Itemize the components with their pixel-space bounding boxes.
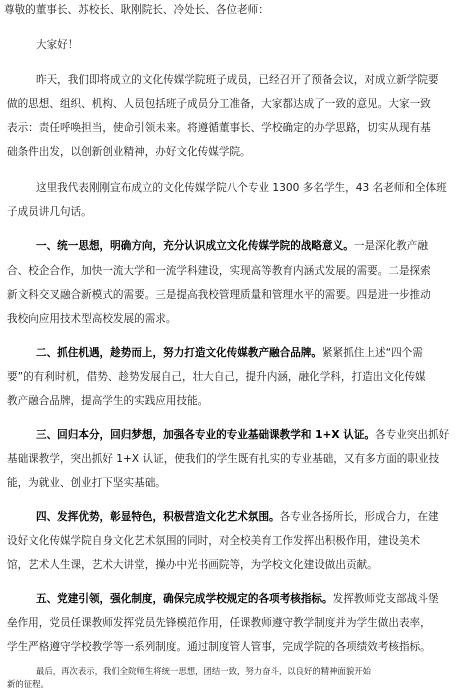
greeting: 大家好！ bbox=[36, 39, 79, 51]
section-line: 我校向应用技术型高校发展的需求。 bbox=[7, 313, 177, 325]
section-text: 发挥教师党支部战斗堡 bbox=[332, 593, 439, 605]
section-heading: 一、统一思想，明确方向，充分认识成立文化传媒学院的战略意义。 bbox=[36, 240, 354, 252]
section-heading: 三、回归本分，回归梦想，加强各专业的专业基础课教学和 1+X 认证。 bbox=[36, 429, 376, 441]
section-line: 馆，艺术人生课，艺术大讲堂，操办中光书画院等，为学校文化建设做出贡献。 bbox=[7, 559, 378, 571]
section-first-line bbox=[36, 510, 462, 524]
section-heading: 四、发挥优势，彰显特色，积极营造文化艺术氛围。 bbox=[36, 511, 280, 523]
salutation: 尊敬的董事长、苏校长、耿刚院长、冷处长、各位老师： bbox=[4, 4, 269, 16]
paragraph-line: 做的思想、组织、机构、人员包括班子成员分工准备，大家都达成了一致的意见。大家一致 bbox=[7, 98, 431, 110]
section-heading: 五、党建引领，强化制度，确保完成学校规定的各项考核指标。 bbox=[36, 593, 333, 605]
section-line: 能，为就业、创业打下坚实基础。 bbox=[7, 477, 166, 489]
section-line: 要”的有利时机，借势、趁势发展自己，壮大自己，提升内涵，融化学科，打造出文化传媒 bbox=[7, 371, 426, 383]
section-line: 新文科交叉融合新模式的需要。三是提高我校管理质量和管理水平的需要。四是进一步推动 bbox=[7, 289, 431, 301]
section-first-line bbox=[36, 346, 462, 360]
closing-line: 新的征程。 bbox=[7, 679, 49, 689]
paragraph-line: 础条件出发，以创新创业精神，办好文化传媒学院。 bbox=[7, 146, 251, 158]
section-first-line bbox=[36, 239, 462, 253]
paragraph-line: 子成员讲几句话。 bbox=[7, 206, 92, 218]
section-line: 基础课教学，突出抓好 1+X 认证，使我们的学生既有扎实的专业基础，又有多方面的职业技 bbox=[7, 453, 440, 465]
section-line: 设好文化传媒学院自身文化艺术氛围的同时，对全校美育工作发挥出积极作用，建设美术 bbox=[7, 535, 421, 547]
section-first-line bbox=[36, 428, 462, 442]
paragraph-line: 昨天，我们即将成立的文化传媒学院班子成员，已经召开了预备会议，对成立新学院要 bbox=[36, 74, 439, 86]
section-text: 紧紧抓住上述“四个需 bbox=[322, 347, 423, 359]
paragraph-line: 这里我代表刚刚宣布成立的文化传媒学院八个专业 1300 多名学生，43 名老师和全体班 bbox=[36, 182, 447, 194]
section-first-line bbox=[36, 592, 462, 606]
paragraph-line: 表示：责任呼唤担当，使命引领未来。将遵循董事长、学校确定的办学思路，切实从现有基 bbox=[7, 122, 431, 134]
closing-line: 最后，再次表示，我们全院师生将统一思想，团结一致，努力奋斗，以良好的精神面貌开始 bbox=[36, 666, 371, 676]
section-line: 垒作用，党员任课教师发挥党员先锋模范作用，任课教师遵守教学制度并为学生做出表率， bbox=[7, 617, 431, 629]
section-line: 教产融合品牌，提高学生的实践应用技能。 bbox=[7, 395, 209, 407]
section-line: 合、校企合作，加快一流大学和一流学科建设，实现高等教育内涵式发展的需要。二是探索 bbox=[7, 265, 431, 277]
section-text: 各专业各扬所长，形成合力，在建 bbox=[279, 511, 439, 523]
section-text: 一是深化教产融 bbox=[353, 240, 428, 252]
section-heading: 二、抓住机遇，趁势而上，努力打造文化传媒教产融合品牌。 bbox=[36, 347, 323, 359]
section-text: 各专业突出抓好 bbox=[375, 429, 450, 441]
section-line: 学生严格遵守学校教学等一系列制度。通过制度管人管事，完成学院的各项绩效考核指标。 bbox=[7, 641, 431, 653]
